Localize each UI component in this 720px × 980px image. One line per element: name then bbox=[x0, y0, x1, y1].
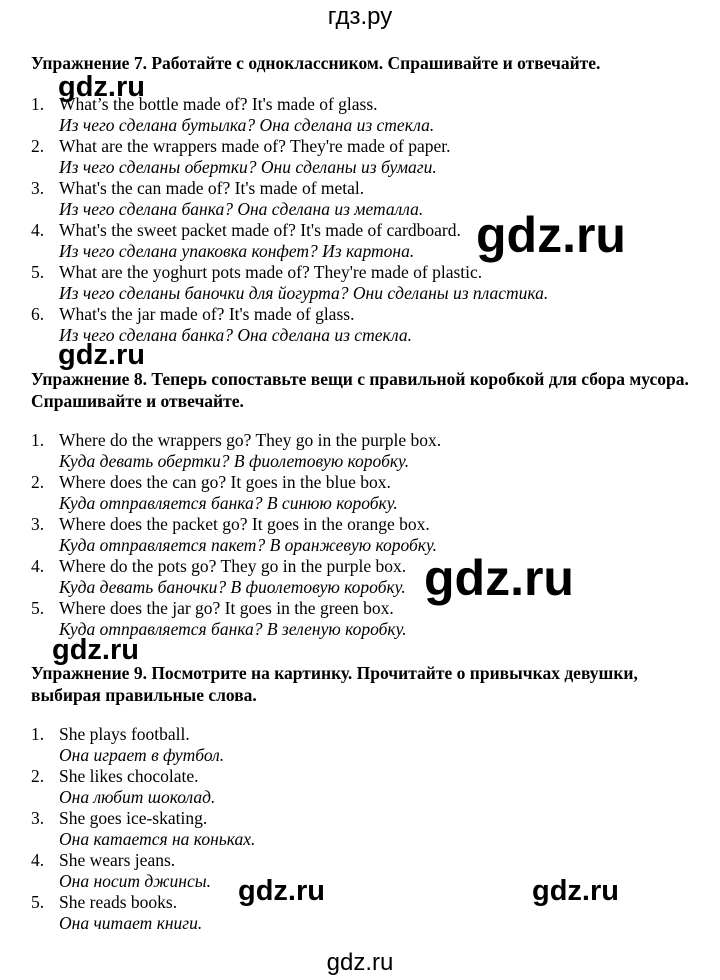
russian-line: Куда девать баночки? В фиолетовую коробку. bbox=[59, 577, 406, 597]
item-number: 5. bbox=[31, 262, 45, 282]
russian-line: Из чего сделана бутылка? Она сделана из стекла. bbox=[59, 115, 435, 135]
russian-line: Куда девать обертки? В фиолетовую коробку. bbox=[59, 451, 410, 471]
item-number: 5. bbox=[31, 892, 45, 912]
watermark: gdz.ru bbox=[52, 634, 139, 666]
watermark: gdz.ru bbox=[424, 550, 574, 606]
site-header: гдз.ру bbox=[327, 3, 393, 30]
list-item bbox=[31, 472, 691, 514]
item-number: 2. bbox=[31, 766, 45, 786]
english-line: What are the wrappers made of? They're made of paper. bbox=[59, 136, 451, 156]
item-number: 2. bbox=[31, 472, 45, 492]
russian-line: Она носит джинсы. bbox=[59, 871, 211, 891]
exercise-9-heading: Упражнение 9. Посмотрите на картинку. Прочитайте о привычках девушки, выбирая правильные слова. bbox=[31, 663, 638, 705]
item-number: 2. bbox=[31, 136, 45, 156]
watermark: gdz.ru bbox=[58, 71, 145, 103]
russian-line: Она любит шоколад. bbox=[59, 787, 216, 807]
item-number: 5. bbox=[31, 598, 45, 618]
russian-line: Из чего сделаны обертки? Они сделаны из бумаги. bbox=[59, 157, 437, 177]
watermark: gdz.ru bbox=[532, 875, 619, 907]
site-footer: gdz.ru bbox=[326, 949, 394, 976]
english-line: What are the yoghurt pots made of? They're made of plastic. bbox=[59, 262, 483, 282]
list-item bbox=[31, 430, 691, 472]
exercise-7-heading: Упражнение 7. Работайте с одноклассником. Спрашивайте и отвечайте. bbox=[31, 53, 601, 73]
english-line: Where do the pots go? They go in the purple box. bbox=[59, 556, 407, 576]
russian-line: Она читает книги. bbox=[59, 913, 203, 933]
english-line: She likes chocolate. bbox=[59, 766, 199, 786]
item-number: 1. bbox=[31, 94, 45, 114]
english-line: What's the jar made of? It's made of glass. bbox=[59, 304, 355, 324]
english-line: What's the can made of? It's made of metal. bbox=[59, 178, 365, 198]
item-number: 1. bbox=[31, 724, 45, 744]
list-item bbox=[31, 514, 691, 556]
english-line: Where do the wrappers go? They go in the purple box. bbox=[59, 430, 442, 450]
russian-line: Из чего сделаны баночки для йогурта? Они сделаны из пластика. bbox=[59, 283, 549, 303]
item-number: 3. bbox=[31, 178, 45, 198]
russian-line: Она играет в футбол. bbox=[59, 745, 225, 765]
english-line: She goes ice-skating. bbox=[59, 808, 208, 828]
english-line: What’s the bottle made of? It's made of glass. bbox=[59, 94, 378, 114]
list-item bbox=[31, 556, 691, 598]
english-line: Where does the packet go? It goes in the orange box. bbox=[59, 514, 430, 534]
watermark: gdz.ru bbox=[58, 339, 145, 371]
english-line: What's the sweet packet made of? It's made of cardboard. bbox=[59, 220, 461, 240]
english-line: She plays football. bbox=[59, 724, 190, 744]
russian-line: Из чего сделана банка? Она сделана из стекла. bbox=[59, 325, 412, 345]
russian-line: Из чего сделана упаковка конфет? Из картона. bbox=[59, 241, 415, 261]
list-item bbox=[31, 136, 691, 178]
russian-line: Она катается на коньках. bbox=[59, 829, 256, 849]
english-line: Where does the jar go? It goes in the green box. bbox=[59, 598, 394, 618]
item-number: 4. bbox=[31, 556, 45, 576]
exercise-8-heading: Упражнение 8. Теперь сопоставьте вещи с правильной коробкой для сбора мусора. Спрашивайте и отвечайте. bbox=[31, 369, 689, 411]
item-number: 6. bbox=[31, 304, 45, 324]
russian-line: Из чего сделана банка? Она сделана из металла. bbox=[59, 199, 424, 219]
russian-line: Куда отправляется банка? В синюю коробку. bbox=[59, 493, 398, 513]
list-item bbox=[31, 262, 691, 304]
watermark: gdz.ru bbox=[238, 875, 325, 907]
item-number: 1. bbox=[31, 430, 45, 450]
item-number: 4. bbox=[31, 850, 45, 870]
item-number: 3. bbox=[31, 808, 45, 828]
list-item bbox=[31, 724, 691, 766]
russian-line: Куда отправляется пакет? В оранжевую коробку. bbox=[59, 535, 438, 555]
english-line: She reads books. bbox=[59, 892, 178, 912]
english-line: She wears jeans. bbox=[59, 850, 176, 870]
english-line: Where does the can go? It goes in the blue box. bbox=[59, 472, 391, 492]
item-number: 3. bbox=[31, 514, 45, 534]
item-number: 4. bbox=[31, 220, 45, 240]
watermark: gdz.ru bbox=[476, 207, 626, 263]
list-item bbox=[31, 766, 691, 808]
list-item bbox=[31, 808, 691, 850]
russian-line: Куда отправляется банка? В зеленую коробку. bbox=[59, 619, 407, 639]
